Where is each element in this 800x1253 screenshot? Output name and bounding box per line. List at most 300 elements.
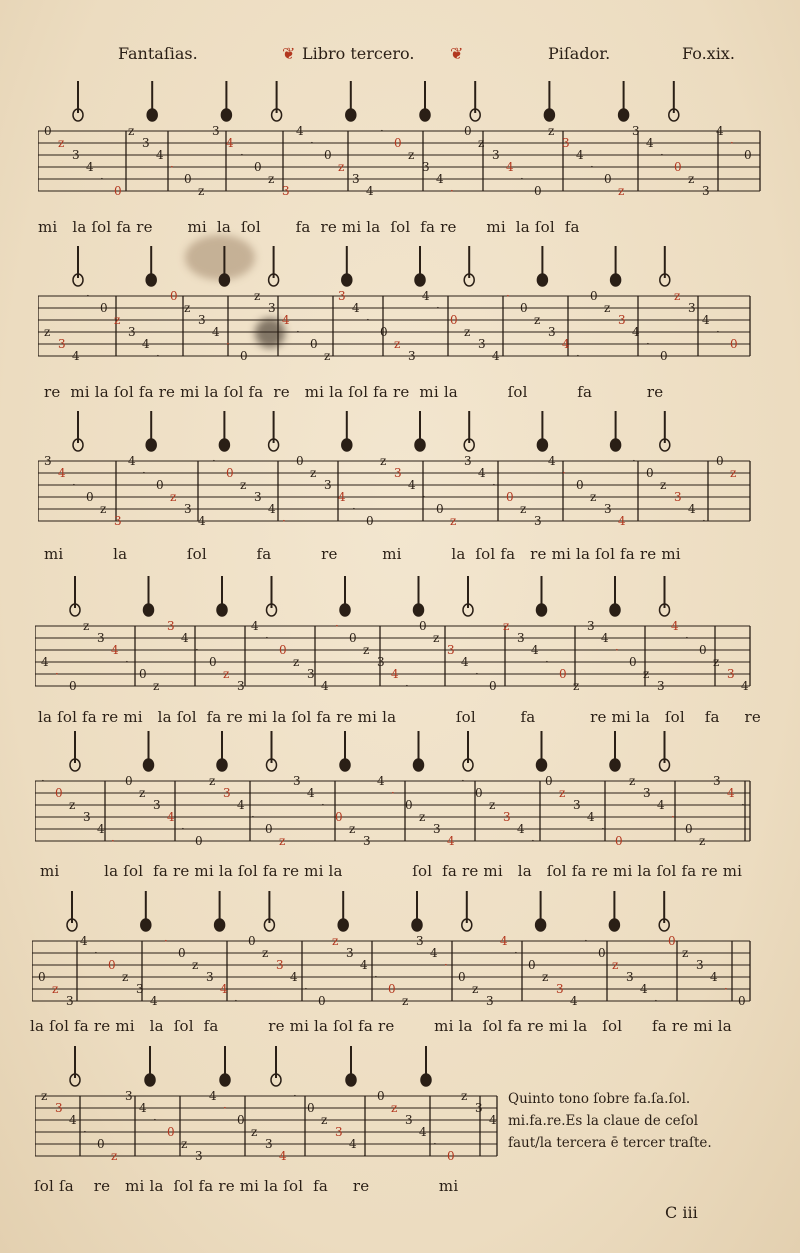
fret-cipher: 4	[338, 490, 346, 504]
fret-cipher: z	[461, 1090, 468, 1103]
fret-cipher: z	[338, 160, 345, 174]
fret-cipher: 0	[226, 466, 234, 480]
fret-cipher: z	[643, 667, 650, 681]
fret-cipher: ·	[363, 1149, 367, 1163]
solmization-text: re mi la ſol fa re mi la ſol fa re mi la ſol fa re mi la ſol fa re	[44, 383, 664, 401]
fret-cipher: ·	[433, 1137, 437, 1151]
fret-cipher: 0	[307, 1101, 315, 1115]
fret-cipher: ·	[321, 798, 325, 812]
fret-cipher: 4	[576, 148, 584, 162]
fret-cipher: z	[58, 136, 65, 150]
fret-cipher: 3	[478, 337, 486, 351]
fret-cipher: 0	[310, 337, 318, 351]
fret-cipher: 3	[97, 631, 105, 645]
fret-cipher: 0	[296, 455, 304, 468]
fret-cipher: 4	[500, 935, 508, 948]
fret-cipher: 4	[562, 337, 570, 351]
fret-cipher: ·	[730, 136, 734, 150]
rhythm-signs	[38, 242, 750, 292]
fret-cipher: 4	[436, 172, 444, 186]
fret-cipher: 3	[433, 822, 441, 836]
fret-cipher: z	[464, 325, 471, 339]
rhythm-head	[609, 919, 619, 931]
fret-cipher: 0	[184, 172, 192, 186]
rhythm-head	[611, 439, 621, 451]
fret-cipher: 3	[58, 337, 66, 351]
fret-cipher: 0	[55, 786, 63, 800]
fret-cipher: z	[660, 478, 667, 492]
fret-cipher: 4	[506, 160, 514, 174]
fret-cipher: 4	[377, 775, 385, 788]
fret-cipher: 3	[394, 466, 402, 480]
fret-cipher: z	[100, 502, 107, 516]
fret-cipher: ·	[100, 172, 104, 186]
fret-cipher: ·	[293, 1090, 297, 1103]
fret-cipher: z	[332, 935, 339, 948]
fret-cipher: 3	[447, 643, 455, 657]
fret-cipher: 4	[167, 810, 175, 824]
fret-cipher: z	[559, 786, 566, 800]
fret-cipher: 0	[447, 1149, 455, 1163]
fret-cipher: 3	[338, 290, 346, 303]
rhythm-head	[338, 919, 348, 931]
fret-cipher: 3	[83, 810, 91, 824]
fret-cipher: 4	[226, 136, 234, 150]
fret-cipher: z	[139, 786, 146, 800]
fret-cipher: z	[503, 620, 510, 633]
fret-cipher: z	[548, 125, 555, 138]
fret-cipher: ·	[223, 1101, 227, 1115]
ornament-icon: ❦	[450, 44, 464, 63]
fret-cipher: z	[349, 822, 356, 836]
fret-cipher: 3	[66, 994, 74, 1008]
tablature-staff	[38, 290, 760, 370]
rhythm-head	[619, 109, 629, 121]
fret-cipher: ·	[265, 631, 269, 645]
fret-cipher: 3	[562, 136, 570, 150]
fret-cipher: 3	[206, 970, 214, 984]
fret-cipher: 4	[282, 313, 290, 327]
fret-cipher: 0	[209, 655, 217, 669]
solmization-text: la ſol fa re mi la ſol fa re mi la ſol fa re mi la ſol fa re mi la ſol fa re	[38, 708, 761, 726]
rhythm-head	[144, 604, 154, 616]
fret-cipher: 0	[156, 478, 164, 492]
fret-cipher: z	[433, 631, 440, 645]
fret-cipher: ·	[41, 775, 45, 788]
fret-cipher: 3	[346, 946, 354, 960]
fret-cipher: z	[402, 994, 409, 1008]
mode-note-line: faut/la tercera ē tercer traſte.	[508, 1135, 712, 1151]
fret-cipher: z	[489, 798, 496, 812]
fret-cipher: z	[293, 655, 300, 669]
fret-cipher: 3	[604, 502, 612, 516]
fret-cipher: 4	[321, 679, 329, 693]
rhythm-head	[415, 274, 425, 286]
fret-cipher: 0	[324, 148, 332, 162]
fret-cipher: ·	[296, 325, 300, 339]
fret-cipher: z	[730, 466, 737, 480]
fret-cipher: z	[251, 1125, 258, 1139]
fret-cipher: 4	[290, 970, 298, 984]
fret-cipher: 3	[727, 667, 735, 681]
rhythm-signs	[38, 407, 750, 457]
rhythm-signs	[35, 572, 750, 622]
header-book-title: Libro tercero.	[302, 44, 415, 63]
fret-cipher: 0	[170, 290, 178, 303]
fret-cipher: 0	[419, 620, 427, 633]
fret-cipher: ·	[111, 834, 115, 848]
fret-cipher: 3	[657, 679, 665, 693]
fret-cipher: 0	[506, 490, 514, 504]
tablature-staff	[32, 935, 760, 1015]
fret-cipher: 4	[156, 148, 164, 162]
rhythm-head	[342, 274, 352, 286]
fret-cipher: 0	[458, 970, 466, 984]
fret-cipher: 0	[590, 290, 598, 303]
rhythm-head	[219, 274, 229, 286]
mode-note-line: Quinto tono ſobre fa.ſa.ſol.	[508, 1091, 691, 1107]
fret-cipher: 0	[528, 958, 536, 972]
fret-cipher: 4	[69, 1113, 77, 1127]
fret-cipher: ·	[226, 337, 230, 351]
fret-cipher: z	[394, 337, 401, 351]
fret-cipher: 3	[475, 1101, 483, 1115]
fret-cipher: 0	[674, 160, 682, 174]
fret-cipher: 3	[416, 935, 424, 948]
fret-cipher: 3	[184, 502, 192, 516]
rhythm-head	[346, 1074, 356, 1086]
fret-cipher: ·	[212, 455, 216, 468]
fret-cipher: z	[324, 349, 331, 363]
fret-cipher: ·	[716, 325, 720, 339]
fret-cipher: z	[674, 290, 681, 303]
rhythm-head	[537, 274, 547, 286]
fret-cipher: 3	[142, 136, 150, 150]
fret-cipher: 4	[80, 935, 88, 948]
fret-cipher: 0	[598, 946, 606, 960]
fret-cipher: 3	[55, 1101, 63, 1115]
fret-cipher: 3	[195, 1149, 203, 1163]
fret-cipher: ·	[422, 490, 426, 504]
fret-cipher: 3	[702, 184, 710, 198]
rhythm-head	[147, 109, 157, 121]
tablature-staff	[35, 620, 760, 700]
fret-cipher: 0	[646, 466, 654, 480]
fret-cipher: 3	[223, 786, 231, 800]
fret-cipher: 4	[632, 325, 640, 339]
rhythm-head	[340, 604, 350, 616]
solmization-text: mi la ſol fa re mi la ſol fa re mi la ſol fa re mi	[44, 545, 681, 563]
fret-cipher: 4	[489, 1113, 497, 1127]
rhythm-signs	[35, 1042, 497, 1092]
fret-cipher: z	[520, 502, 527, 516]
fret-cipher: z	[122, 970, 129, 984]
fret-cipher: 4	[430, 946, 438, 960]
fret-cipher: 0	[318, 994, 326, 1008]
fret-cipher: 3	[254, 490, 262, 504]
fret-cipher: ·	[724, 982, 728, 996]
fret-cipher: ·	[685, 631, 689, 645]
fret-cipher: 0	[388, 982, 396, 996]
fret-cipher: 3	[422, 160, 430, 174]
fret-cipher: 4	[716, 125, 724, 138]
fret-cipher: 3	[573, 798, 581, 812]
fret-cipher: 4	[111, 643, 119, 657]
fret-cipher: 4	[209, 1090, 217, 1103]
fret-cipher: 0	[615, 834, 623, 848]
fret-cipher: 3	[377, 655, 385, 669]
fret-cipher: 3	[125, 1090, 133, 1103]
fret-cipher: 3	[688, 301, 696, 315]
fret-cipher: 0	[167, 1125, 175, 1139]
solmization-text: ſol ſa re mi la ſol fa re mi la ſol fa re mi	[34, 1177, 459, 1195]
fret-cipher: z	[363, 643, 370, 657]
fret-cipher: 0	[716, 455, 724, 468]
fret-cipher: 0	[744, 148, 752, 162]
fret-cipher: z	[590, 490, 597, 504]
fret-cipher: z	[699, 834, 706, 848]
fret-cipher: z	[170, 490, 177, 504]
fret-cipher: 4	[251, 620, 259, 633]
fret-cipher: z	[268, 172, 275, 186]
fret-cipher: 4	[657, 798, 665, 812]
fret-cipher: ·	[741, 798, 745, 812]
fret-cipher: ·	[380, 125, 384, 138]
fret-cipher: z	[44, 325, 51, 339]
fret-cipher: 0	[178, 946, 186, 960]
fret-cipher: 3	[643, 786, 651, 800]
fret-cipher: ·	[282, 514, 286, 528]
fret-cipher: 4	[307, 786, 315, 800]
fret-cipher: z	[184, 301, 191, 315]
rhythm-head	[217, 604, 227, 616]
rhythm-head	[221, 109, 231, 121]
fret-cipher: z	[41, 1090, 48, 1103]
fret-cipher: 0	[380, 325, 388, 339]
fret-cipher: 4	[702, 313, 710, 327]
tablature-staff	[35, 775, 760, 855]
fret-cipher: 3	[114, 514, 122, 528]
fret-cipher: 0	[545, 775, 553, 788]
fret-cipher: z	[254, 290, 261, 303]
fret-cipher: 4	[142, 337, 150, 351]
fret-cipher: 3	[324, 478, 332, 492]
fret-cipher: ·	[195, 643, 199, 657]
fret-cipher: 4	[220, 982, 228, 996]
fret-cipher: 4	[72, 349, 80, 363]
fret-cipher: 0	[576, 478, 584, 492]
fret-cipher: 3	[587, 620, 595, 633]
fret-cipher: 0	[254, 160, 262, 174]
solmization-text: mi la ſol fa re mi la ſol fa re mi la ſol fa re mi la ſol fa	[38, 218, 580, 236]
fret-cipher: ·	[156, 349, 160, 363]
fret-cipher: 4	[618, 514, 626, 528]
fret-cipher: 4	[601, 631, 609, 645]
fret-cipher: 4	[671, 620, 679, 633]
fret-cipher: 0	[86, 490, 94, 504]
rhythm-head	[537, 439, 547, 451]
fret-cipher: ·	[461, 775, 465, 788]
fret-cipher: 3	[136, 982, 144, 996]
fret-cipher: 0	[534, 184, 542, 198]
fret-cipher: z	[618, 184, 625, 198]
rhythm-signs	[38, 77, 760, 127]
fret-cipher: z	[419, 810, 426, 824]
fret-cipher: ·	[562, 466, 566, 480]
fret-cipher: z	[688, 172, 695, 186]
fret-cipher: 4	[517, 822, 525, 836]
fret-cipher: 3	[534, 514, 542, 528]
fret-cipher: z	[223, 667, 230, 681]
fret-cipher: 3	[293, 775, 301, 788]
fret-cipher: 4	[408, 478, 416, 492]
fret-cipher: 4	[366, 184, 374, 198]
rhythm-head	[146, 274, 156, 286]
fret-cipher: 4	[150, 994, 158, 1008]
fret-cipher: 0	[237, 1113, 245, 1127]
fret-cipher: 3	[517, 631, 525, 645]
rhythm-head	[346, 109, 356, 121]
fret-cipher: 0	[405, 798, 413, 812]
rhythm-signs	[32, 887, 750, 937]
fret-cipher: 0	[660, 349, 668, 363]
fret-cipher: ·	[531, 834, 535, 848]
fret-cipher: 4	[212, 325, 220, 339]
fret-cipher: ·	[514, 946, 518, 960]
mode-note	[508, 1088, 758, 1154]
rhythm-head	[536, 919, 546, 931]
fret-cipher: 4	[548, 455, 556, 468]
fret-cipher: 3	[464, 455, 472, 468]
fret-cipher: z	[111, 1149, 118, 1163]
fret-cipher: ·	[234, 994, 238, 1008]
rhythm-head	[544, 109, 554, 121]
fret-cipher: 3	[167, 620, 175, 633]
fret-cipher: 0	[97, 1137, 105, 1151]
fret-cipher: 0	[559, 667, 567, 681]
fret-cipher: 3	[548, 325, 556, 339]
fret-cipher: 0	[436, 502, 444, 516]
fret-cipher: ·	[615, 643, 619, 657]
fret-cipher: z	[380, 455, 387, 468]
fret-cipher: 0	[240, 349, 248, 363]
rhythm-signs	[35, 727, 750, 777]
fret-cipher: 4	[198, 514, 206, 528]
fret-cipher: 4	[139, 1101, 147, 1115]
fret-cipher: 3	[363, 834, 371, 848]
fret-cipher: 4	[128, 455, 136, 468]
fret-cipher: z	[321, 1113, 328, 1127]
running-header	[0, 44, 800, 74]
fret-cipher: ·	[646, 337, 650, 351]
fret-cipher: 3	[212, 125, 220, 138]
fret-cipher: ·	[654, 994, 658, 1008]
fret-cipher: ·	[660, 148, 664, 162]
rhythm-head	[412, 919, 422, 931]
fret-cipher: ·	[86, 290, 90, 303]
fret-cipher: 0	[604, 172, 612, 186]
fret-cipher: 3	[632, 125, 640, 138]
fret-cipher: ·	[450, 184, 454, 198]
fret-cipher: 4	[531, 643, 539, 657]
fret-cipher: z	[713, 655, 720, 669]
fret-cipher: 3	[268, 301, 276, 315]
fret-cipher: 0	[265, 822, 273, 836]
fret-cipher: 0	[38, 970, 46, 984]
fret-cipher: ·	[170, 160, 174, 174]
fret-cipher: ·	[251, 810, 255, 824]
fret-cipher: z	[262, 946, 269, 960]
fret-cipher: z	[604, 301, 611, 315]
rhythm-head	[146, 439, 156, 451]
fret-cipher: 3	[408, 349, 416, 363]
fret-cipher: 0	[108, 958, 116, 972]
fret-cipher: 4	[587, 810, 595, 824]
fret-cipher: 0	[195, 834, 203, 848]
fret-cipher: ·	[576, 349, 580, 363]
rhythm-head	[141, 919, 151, 931]
ornament-icon: ❦	[282, 44, 296, 63]
fret-cipher: ·	[671, 810, 675, 824]
fret-cipher: 3	[503, 810, 511, 824]
fret-cipher: z	[240, 478, 247, 492]
fret-cipher: ·	[702, 514, 706, 528]
fret-cipher: ·	[142, 466, 146, 480]
rhythm-head	[144, 759, 154, 771]
fret-cipher: ·	[475, 667, 479, 681]
fret-cipher: 4	[41, 655, 49, 669]
fret-cipher: ·	[240, 148, 244, 162]
fret-cipher: z	[629, 775, 636, 788]
fret-cipher: 4	[86, 160, 94, 174]
fret-cipher: ·	[506, 290, 510, 303]
fret-cipher: ·	[520, 172, 524, 186]
rhythm-head	[219, 439, 229, 451]
fret-cipher: ·	[632, 455, 636, 468]
rhythm-head	[217, 759, 227, 771]
fret-cipher: ·	[545, 655, 549, 669]
fret-cipher: ·	[72, 478, 76, 492]
fret-cipher: 3	[198, 313, 206, 327]
fret-cipher: ·	[584, 935, 588, 948]
fret-cipher: 4	[352, 301, 360, 315]
rhythm-head	[610, 759, 620, 771]
fret-cipher: z	[408, 148, 415, 162]
fret-cipher: 3	[237, 679, 245, 693]
rhythm-head	[220, 1074, 230, 1086]
fret-cipher: 3	[626, 970, 634, 984]
fret-cipher: z	[128, 125, 135, 138]
fret-cipher: 0	[349, 631, 357, 645]
fret-cipher: 4	[422, 290, 430, 303]
fret-cipher: 0	[377, 1090, 385, 1103]
fret-cipher: 4	[360, 958, 368, 972]
fret-cipher: 3	[556, 982, 564, 996]
fret-cipher: ·	[601, 822, 605, 836]
fret-cipher: 3	[153, 798, 161, 812]
fret-cipher: 0	[629, 655, 637, 669]
fret-cipher: 3	[352, 172, 360, 186]
fret-cipher: ·	[492, 478, 496, 492]
fret-cipher: ·	[310, 136, 314, 150]
rhythm-head	[342, 439, 352, 451]
fret-cipher: ·	[366, 313, 370, 327]
fret-cipher: z	[52, 982, 59, 996]
fret-cipher: 3	[486, 994, 494, 1008]
fret-cipher: 0	[335, 810, 343, 824]
fret-cipher: z	[192, 958, 199, 972]
fret-cipher: 0	[248, 935, 256, 948]
